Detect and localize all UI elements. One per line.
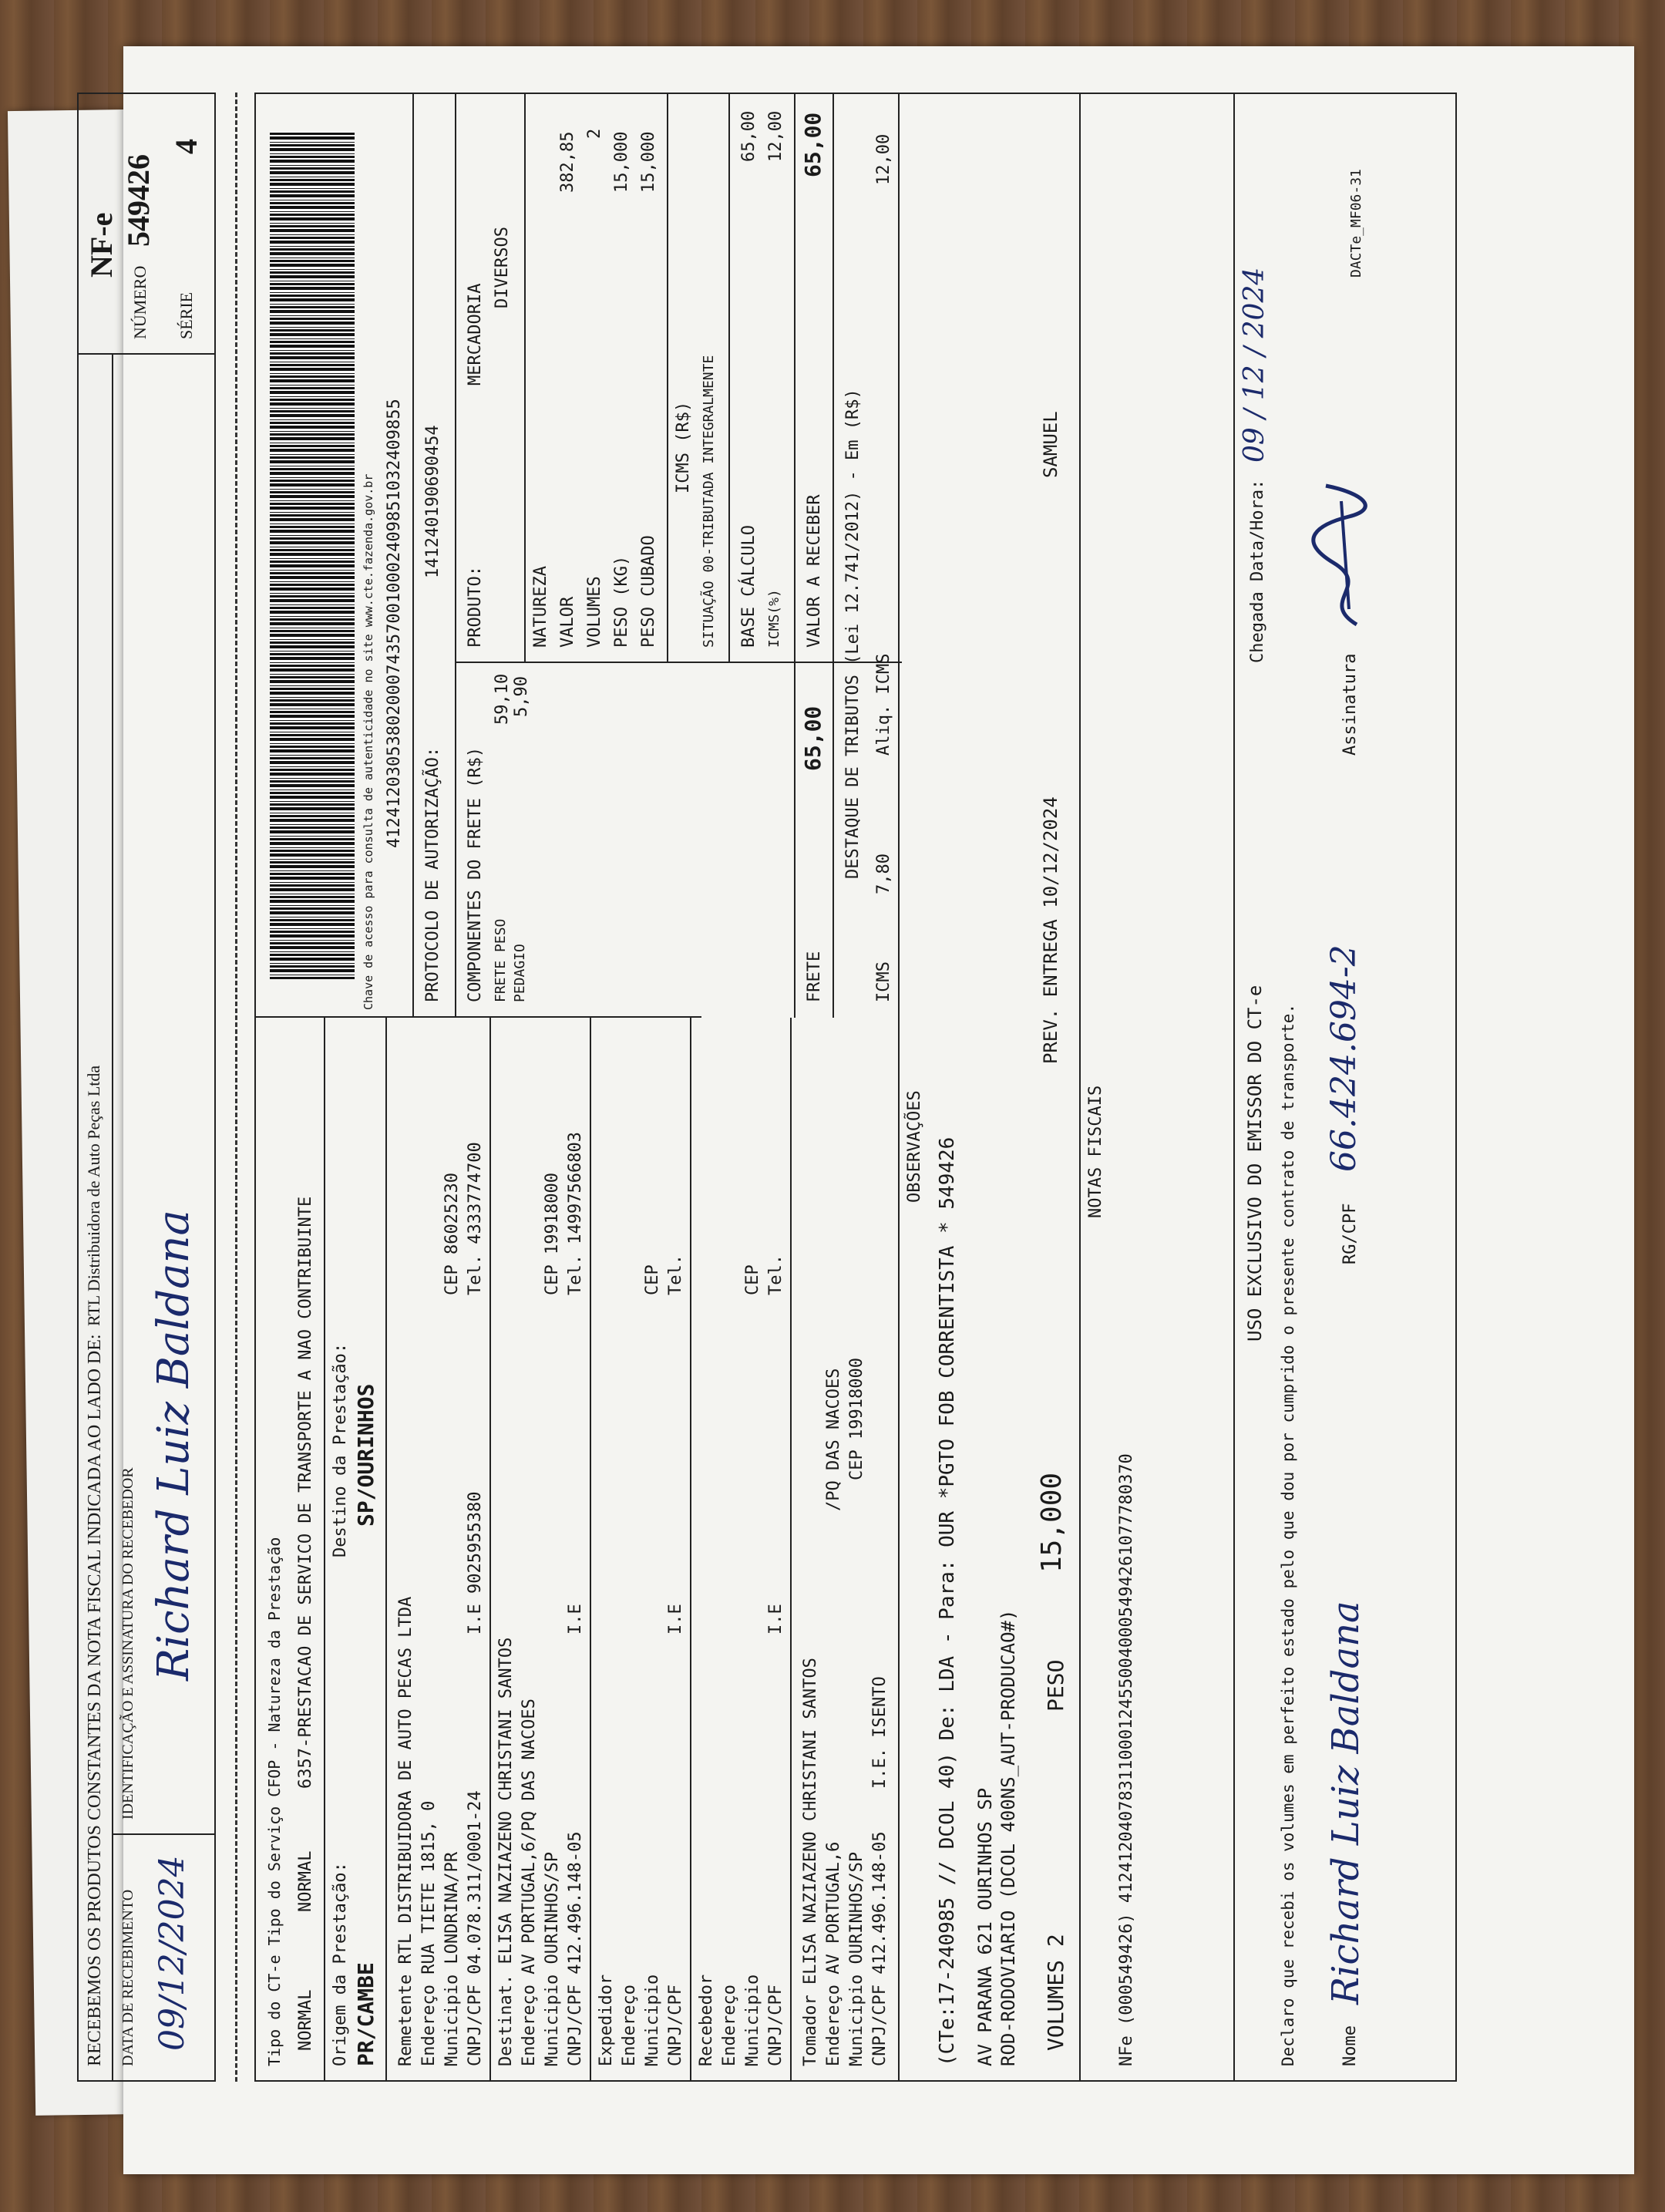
uso-emissor-header: USO EXCLUSIVO DO EMISSOR DO CT-e <box>1244 985 1266 1342</box>
produto-label: PRODUTO: <box>466 566 485 648</box>
icms-value: 7,80 <box>874 853 893 894</box>
dest-municipio: OURINHOS/SP <box>543 1851 562 1965</box>
rem-ie: 9025955380 <box>466 1491 485 1594</box>
rem-municipio-label: Municipio <box>442 1974 462 2066</box>
rotated-document <box>46 93 1465 2113</box>
tipo-servico: NORMAL <box>296 1850 315 1912</box>
frete-label: FRETE <box>805 951 824 1002</box>
exp-municipio-label: Municipio <box>643 1974 662 2066</box>
rem-tel-label: Tel. <box>466 1254 485 1295</box>
rg-value: 66.424.694-2 <box>1324 944 1364 1172</box>
rec-endereco-label: Endereço <box>720 1985 739 2066</box>
recebedor-label: Recebedor <box>697 1974 716 2066</box>
tomador-nome: ELISA NAZIAZENO CHRISTANI SANTOS <box>801 1658 820 1985</box>
chave-label: Chave de acesso para consulta de autenticidade no site www.cte.fazenda.gov.br <box>362 473 375 1010</box>
rem-tel: 4333774700 <box>466 1142 485 1244</box>
nome-signature: Richard Luiz Baldana <box>1324 1601 1367 2005</box>
rem-cep: 86025230 <box>442 1173 462 1254</box>
dacte-code: DACTe_MF06-31 <box>1348 169 1364 278</box>
serie-value: 4 <box>169 139 204 154</box>
nome-label: Nome <box>1340 2025 1360 2066</box>
icms-pct-value: 12,00 <box>766 110 785 162</box>
scribble-signature <box>1303 478 1380 632</box>
exp-endereco-label: Endereço <box>620 1985 639 2066</box>
chegada-label: Chegada Data/Hora: <box>1248 479 1267 663</box>
valor-receber-value: 65,00 <box>800 112 826 177</box>
frete-peso-label: FRETE PESO <box>493 918 509 1002</box>
pedagio-label: PEDAGIO <box>512 944 528 1002</box>
numero-value: 549426 <box>121 154 156 247</box>
nfe-label: NF-e <box>84 212 119 278</box>
mercadoria-label: MERCADORIA <box>466 283 485 386</box>
valor-value: 382,85 <box>558 131 577 193</box>
destaque-tributos: DESTAQUE DE TRIBUTOS (Lei 12.741/2012) - Em (R$) <box>843 389 863 879</box>
destino-label: Destino da Prestação: <box>331 1342 350 1557</box>
valor-label: VALOR <box>558 596 577 648</box>
obs-volumes-label: VOLUMES <box>1043 1959 1068 2051</box>
diversos-value: DIVERSOS <box>493 227 512 308</box>
rec-cnpj-label: CNPJ/CPF <box>766 1985 785 2066</box>
tom-endereco: AV PORTUGAL,6 <box>824 1841 843 1975</box>
receiver-signature: Richard Luiz Baldana <box>149 1210 199 1681</box>
serie-label: SÉRIE <box>177 291 196 339</box>
rem-municipio: LONDRINA/PR <box>442 1851 462 1965</box>
dest-endereco-label: Endereço <box>520 1985 539 2066</box>
icms-header: ICMS (R$) <box>674 401 693 493</box>
protocolo-value: 141240190690454 <box>423 425 442 578</box>
rem-cep-label: CEP <box>442 1264 462 1295</box>
tom-cnpj-label: CNPJ/CPF <box>870 1985 890 2066</box>
assinatura-label: Assinatura <box>1340 653 1360 756</box>
tom-municipio-label: Municipio <box>847 1974 866 2066</box>
obs-volumes: 2 <box>1043 1934 1068 1948</box>
peso-value: 15,000 <box>612 131 631 193</box>
cte-barcode <box>270 131 355 979</box>
rem-ie-label: I.E <box>466 1604 485 1635</box>
declaro-text: Declaro que recebi os volumes em perfeito estado pelo que dou por cumprido o presente contrato de transporte. <box>1279 1003 1297 2066</box>
dest-cep-label: CEP <box>543 1264 562 1295</box>
prev-entrega: PREV. ENTREGA 10/12/2024 <box>1040 796 1061 1064</box>
date-received-label: DATA DE RECEBIMENTO <box>119 1889 136 2066</box>
receipt-issuer: RTL Distribuidora de Auto Peças Ltda <box>84 1065 103 1326</box>
observacoes-header: OBSERVAÇÕES <box>905 1090 924 1203</box>
signature-label: IDENTIFICAÇÃO E ASSINATURA DO RECEBEDOR <box>119 1467 136 1820</box>
cut-line <box>235 93 237 2082</box>
pedagio-value: 5,90 <box>512 676 531 717</box>
volumes-value: 2 <box>585 128 604 139</box>
aliq-label: Aliq. ICMS <box>874 653 893 756</box>
remetente-nome: RTL DISTRIBUIDORA DE AUTO PECAS LTDA <box>396 1596 415 1965</box>
receipt-header: RECEBEMOS OS PRODUTOS CONSTANTES DA NOTA FISCAL INDICADA AO LADO DE: <box>85 1334 105 2066</box>
protocolo-label: PROTOCOLO DE AUTORIZAÇÃO: <box>423 746 442 1002</box>
origem-value: PR/CAMBE <box>353 1962 378 2066</box>
exp-cep-label: CEP <box>643 1264 662 1295</box>
dest-municipio-label: Municipio <box>543 1974 562 2066</box>
valor-receber-label: VALOR A RECEBER <box>805 494 824 648</box>
notas-line: NFe (000549426) 41241204078311000124550040005494261077780370 <box>1117 1453 1136 2066</box>
frete-total: 65,00 <box>800 705 826 771</box>
dest-cnpj: 412.496.148-05 <box>566 1831 585 1975</box>
origem-label: Origem da Prestação: <box>331 1862 350 2066</box>
remetente-label: Remetente <box>396 1974 415 2066</box>
obs-line3: ROD-RODOVIARIO (DCOL 400NS_AUT-PRODUCAO#) <box>997 1609 1019 2066</box>
dest-endereco: AV PORTUGAL,6/PQ DAS NACOES <box>520 1699 539 1975</box>
rem-cnpj: 04.078.311/0001-24 <box>466 1790 485 1975</box>
obs-peso: 15,000 <box>1036 1472 1068 1573</box>
rem-endereco-label: Endereço <box>419 1985 439 2066</box>
cfop: 6357-PRESTACAO DE SERVICO DE TRANSPORTE A NAO CONTRIBUINTE <box>296 1196 315 1789</box>
dest-ie-label: I.E <box>566 1604 585 1635</box>
tom-ie-label: I.E. <box>870 1748 890 1789</box>
tom-bairro: /PQ DAS NACOES <box>824 1368 843 1511</box>
rem-cnpj-label: CNPJ/CPF <box>466 1985 485 2066</box>
dest-tel: 14997566803 <box>566 1132 585 1244</box>
rec-cep-label: CEP <box>743 1264 762 1295</box>
samuel: SAMUEL <box>1040 411 1061 478</box>
tomador-label: Tomador <box>801 1995 820 2066</box>
dest-cep: 19918000 <box>543 1173 562 1254</box>
rec-tel-label: Tel. <box>766 1254 785 1295</box>
dest-nome: ELISA NAZIAZENO CHRISTANI SANTOS <box>496 1637 516 1965</box>
date-received-value: 09/12/2024 <box>153 1855 192 2051</box>
peso-cubado-value: 15,000 <box>639 131 658 193</box>
tipo-ct: NORMAL <box>296 1989 315 2051</box>
rem-endereco: RUA TIETE 1815, 0 <box>419 1800 439 1975</box>
tom-cep: 19918000 <box>847 1358 866 1439</box>
dest-tel-label: Tel. <box>566 1254 585 1295</box>
natureza-label: NATUREZA <box>531 566 550 648</box>
tipo-header: Tipo do CT-e Tipo do Serviço CFOP - Natureza da Prestação <box>265 1537 284 2066</box>
chegada-value: 09 / 12 / 2024 <box>1239 267 1270 463</box>
icms-pct-label: ICMS(%) <box>766 589 782 648</box>
expedidor-label: Expedidor <box>597 1974 616 2066</box>
frete-peso-value: 59,10 <box>493 673 512 725</box>
base-calculo-value: 65,00 <box>739 110 758 162</box>
notas-header: NOTAS FISCAIS <box>1086 1085 1105 1218</box>
tom-cnpj: 412.496.148-05 <box>870 1831 890 1975</box>
chave-value: 41241203053802000743570010002409851032409855 <box>385 399 404 848</box>
tom-cep-label: CEP <box>847 1449 866 1480</box>
dest-label: Destinat. <box>496 1974 516 2066</box>
tom-ie: ISENTO <box>870 1676 890 1738</box>
exp-cnpj-label: CNPJ/CPF <box>666 1985 685 2066</box>
obs-line2: AV PARANA 621 OURINHOS SP <box>974 1787 996 2066</box>
rg-label: RG/CPF <box>1340 1203 1360 1264</box>
peso-label: PESO (KG) <box>612 555 631 648</box>
rec-municipio-label: Municipio <box>743 1974 762 2066</box>
obs-peso-label: PESO <box>1043 1659 1068 1712</box>
frete-header: COMPONENTES DO FRETE (R$) <box>466 746 485 1002</box>
peso-cubado-label: PESO CUBADO <box>639 535 658 648</box>
rec-ie-label: I.E <box>766 1604 785 1635</box>
destino-value: SP/OURINHOS <box>353 1383 378 1527</box>
exp-tel-label: Tel. <box>666 1254 685 1295</box>
volumes-label: VOLUMES <box>585 576 604 648</box>
obs-line1: (CTe:17-240985 // DCOL 40) De: LDA - Para: OUR *PGTO FOB CORRENTISTA * 549426 <box>936 1136 959 2066</box>
dest-cnpj-label: CNPJ/CPF <box>566 1985 585 2066</box>
tom-municipio: OURINHOS/SP <box>847 1851 866 1965</box>
numero-label: NÚMERO <box>130 265 150 339</box>
base-calculo-label: BASE CÁLCULO <box>739 525 758 648</box>
icms-situacao: SITUAÇÃO 00-TRIBUTADA INTEGRALMENTE <box>701 355 717 648</box>
exp-ie-label: I.E <box>666 1604 685 1635</box>
aliq-value: 12,00 <box>874 133 893 185</box>
tom-endereco-label: Endereço <box>824 1985 843 2066</box>
icms-label: ICMS <box>874 961 893 1002</box>
